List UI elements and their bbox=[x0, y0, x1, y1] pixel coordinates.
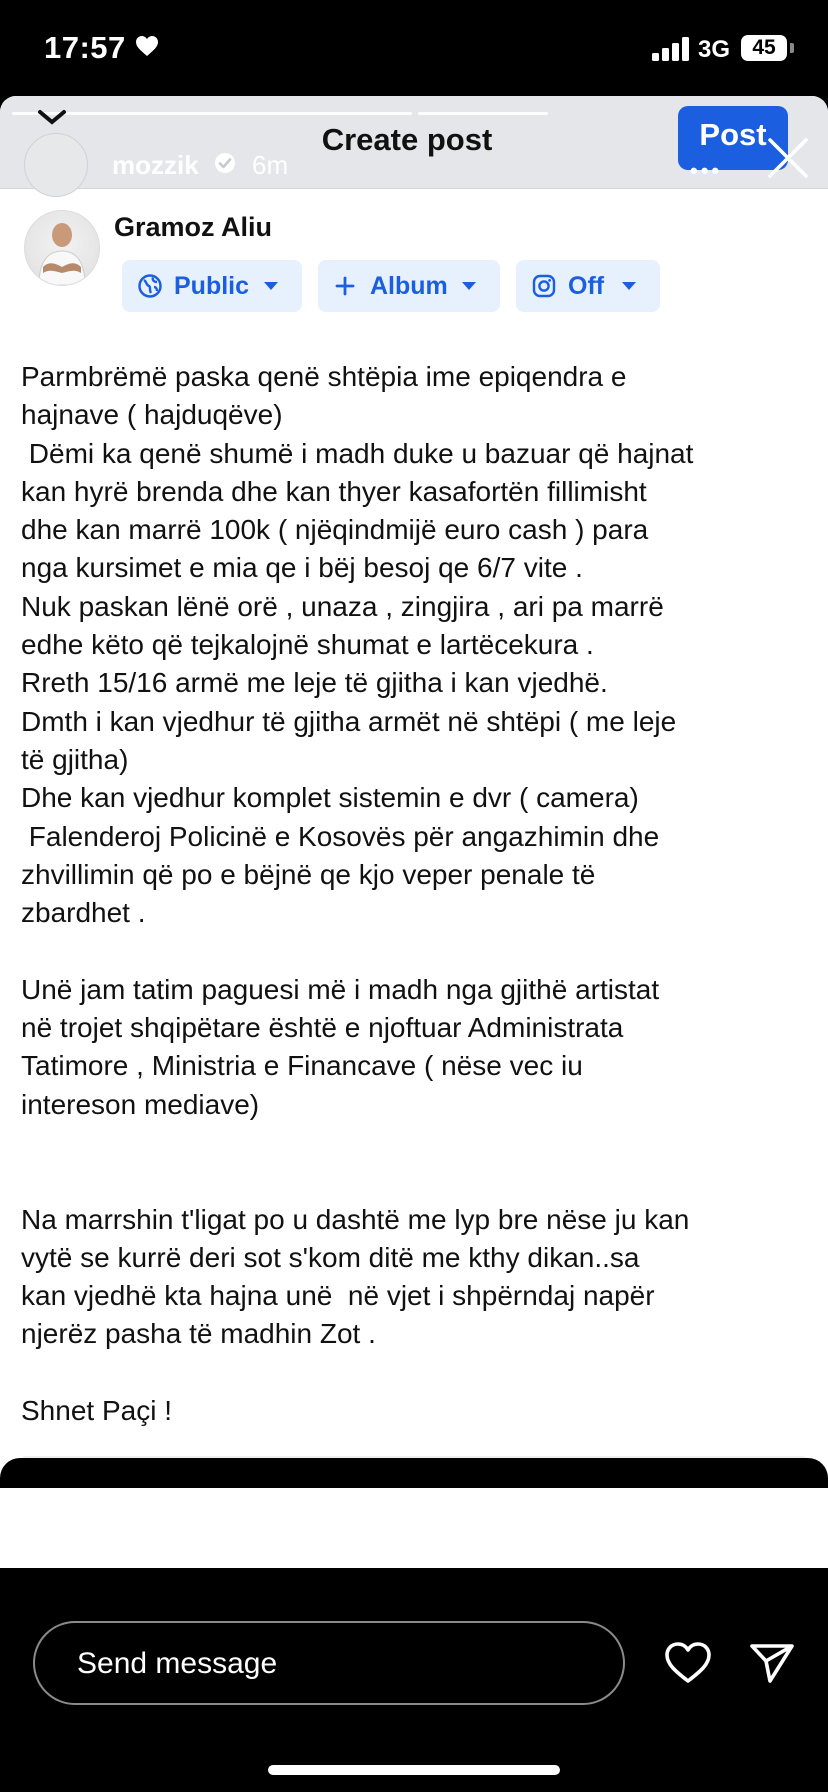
battery-icon: 45 bbox=[741, 35, 787, 61]
plus-icon bbox=[334, 275, 356, 297]
send-message-placeholder: Send message bbox=[77, 1647, 278, 1680]
battery-tip bbox=[790, 43, 794, 53]
signal-icon bbox=[652, 37, 692, 61]
more-icon[interactable]: ••• bbox=[690, 158, 723, 183]
story-card bbox=[0, 96, 828, 1568]
home-indicator bbox=[268, 1765, 560, 1775]
send-icon[interactable] bbox=[748, 1641, 796, 1685]
chevron-down-icon bbox=[462, 282, 476, 290]
chevron-down-icon bbox=[264, 282, 278, 290]
network-type: 3G bbox=[698, 36, 731, 63]
page-title: Create post bbox=[321, 122, 493, 157]
heart-status-icon bbox=[134, 35, 160, 57]
post-button[interactable]: Post bbox=[678, 106, 788, 170]
post-body[interactable]: Parmbrëmë paska qenë shtëpia ime epiqendra e hajnave ( hajduqëve) Dëmi ka qenë shumë i madh duke u bazuar që hajnat kan hyrë brenda dhe kan thyer kasafortën fillimisht dhe kan marrë 100k ( njëqindmijë euro cash ) para nga kursimet e mia qe i bëj besoj qe 6/7 vite . Nuk paskan lënë orë , unaza , zingjira , ari pa marrë edhe këto që tejkalojnë shumat e lartëcekura . Rreth 15/16 armë me leje të gjitha i kan vjedhë. Dmth i kan vjedhur të gjitha armët në shtëpi ( me leje të gjitha) Dhe kan vjedhur komplet sistemin e dvr ( camera) Falenderoj Policinë e Kosovës për angazhimin dhe zhvillimin që po e bëjnë qe kjo veper penale të zbardhet . Unë jam tatim paguesi më i madh nga gjithë artistat në trojet shqipëtare është e njoftuar Administrata Tatimore , Ministria e Financave ( nëse vec iu intereson mediave) Na marrshin t'ligat po u dashtë me lyp bre nëse ju kan vytë se kurrë deri sot s'kom ditë me kthy dikan..sa kan vjedhë kta hajna unë në vjet i shpërndaj napër njerëz pasha të madhin Zot . Shnet Paçi ! bbox=[21, 361, 694, 1427]
story-time: 6m bbox=[252, 150, 289, 180]
story-avatar[interactable] bbox=[24, 133, 88, 197]
author-name: Gramoz Aliu bbox=[114, 212, 273, 242]
instagram-icon bbox=[532, 274, 556, 298]
like-heart-icon[interactable] bbox=[664, 1641, 712, 1685]
status-time: 17:57 bbox=[44, 30, 126, 65]
close-icon[interactable] bbox=[766, 136, 810, 180]
story-username[interactable]: mozzik bbox=[112, 150, 199, 180]
chevron-down-icon bbox=[622, 282, 636, 290]
avatar[interactable] bbox=[24, 210, 100, 286]
audience-label: Public bbox=[174, 272, 250, 300]
verified-badge-icon bbox=[214, 152, 236, 174]
album-selector[interactable] bbox=[318, 260, 500, 312]
instagram-label: Off bbox=[568, 272, 605, 300]
status-bar bbox=[0, 0, 828, 96]
audience-selector[interactable] bbox=[122, 260, 302, 312]
person-icon bbox=[25, 211, 99, 285]
globe-icon bbox=[138, 274, 162, 298]
story-progress-segment bbox=[418, 112, 548, 115]
send-message-input[interactable] bbox=[33, 1621, 625, 1705]
story-progress-segment bbox=[12, 112, 412, 115]
album-label: Album bbox=[370, 272, 448, 300]
sheet-divider bbox=[0, 1458, 828, 1488]
instagram-toggle[interactable] bbox=[516, 260, 660, 312]
